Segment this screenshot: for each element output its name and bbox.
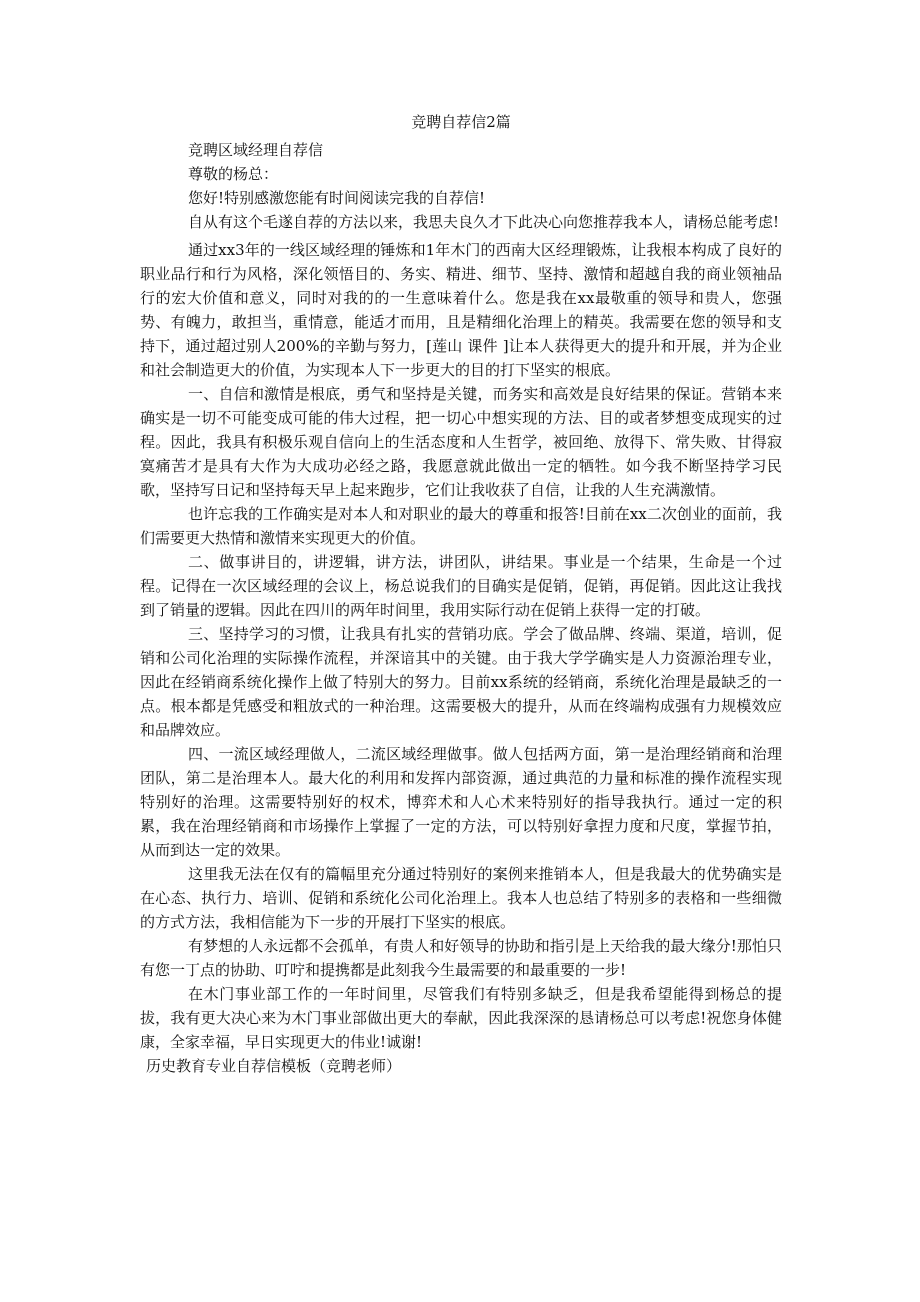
document-page (140, 110, 782, 1078)
paragraph-1: 自从有这个毛遂自荐的方法以来，我思夫良久才下此决心向您推荐我本人，请杨总能考虑! (188, 213, 780, 231)
letter-subtitle: 竞聘区域经理自荐信 (188, 141, 324, 159)
paragraph-9: 有梦想的人永远都不会孤单，有贵人和好领导的协助和指引是上天给我的最大缘分!那怕只有您一丁点的协助、叮咛和提携都是此刻我今生最需要的和最重要的一步! (140, 937, 782, 979)
paragraph-10: 在木门事业部工作的一年时间里，尽管我们有特别多缺乏，但是我希望能得到杨总的提拔，我有更大决心来为木门事业部做出更大的奉献，因此我深深的恳请杨总可以考虑!祝您身体健康，全家幸福，早日实现更大的伟业!诚谢! (140, 985, 782, 1051)
paragraph-4: 也许忘我的工作确实是对本人和对职业的最大的尊重和报答!目前在xx二次创业的面前，我们需要更大热情和激情来实现更大的价值。 (140, 505, 782, 547)
paragraph-8: 这里我无法在仅有的篇幅里充分通过特别好的案例来推销本人，但是我最大的优势确实是在心态、执行力、培训、促销和系统化公司化治理上。我本人也总结了特别多的表格和一些细微的方式方法，我相信能为下一步的开展打下坚实的根底。 (140, 865, 782, 931)
next-letter-title: 历史教育专业自荐信模板（竞聘老师） (146, 1057, 402, 1075)
paragraph-5: 二、做事讲目的，讲逻辑，讲方法，讲团队，讲结果。事业是一个结果，生命是一个过程。记得在一次区域经理的会议上，杨总说我们的目确实是促销，促销，再促销。因此这让我找到了销量的逻辑。因此在四川的两年时间里，我用实际行动在促销上获得一定的打破。 (140, 553, 782, 619)
paragraph-2: 通过xx3年的一线区域经理的锤炼和1年木门的西南大区经理锻炼，让我根本构成了良好的职业品行和行为风格，深化领悟目的、务实、精进、细节、坚持、激情和超越自我的商业领袖品行的宏大价值和意义，同时对我的的一生意味着什么。您是我在xx最敬重的领导和贵人，您强势、有魄力，敢担当，重情意，能适才而用，且是精细化治理上的精英。我需要在您的领导和支持下，通过超过别人200%的辛勤与努力，[莲山 课件 ]让本人获得更大的提升和开展，并为企业和社会制造更大的价值，为实现本人下一步更大的目的打下坚实的根底。 (140, 241, 782, 379)
paragraph-6: 三、坚持学习的习惯，让我具有扎实的营销功底。学会了做品牌、终端、渠道，培训，促销和公司化治理的实际操作流程，并深谙其中的关键。由于我大学学确实是人力资源治理专业，因此在经销商系统化操作上做了特别大的努力。目前xx系统的经销商，系统化治理是最缺乏的一点。根本都是凭感受和粗放式的一种治理。这需要极大的提升，从而在终端构成强有力规模效应和品牌效应。 (140, 625, 782, 739)
paragraph-7: 四、一流区域经理做人，二流区域经理做事。做人包括两方面，第一是治理经销商和治理团队，第二是治理本人。最大化的利用和发挥内部资源，通过典范的力量和标准的操作流程实现特别好的治理。这需要特别好的权术，博弈术和人心术来特别好的指导我执行。通过一定的积累，我在治理经销商和市场操作上掌握了一定的方法，可以特别好拿捏力度和尺度，掌握节拍，从而到达一定的效果。 (140, 745, 782, 859)
document-title: 竞聘自荐信2篇 (411, 113, 511, 131)
paragraph-3: 一、自信和激情是根底，勇气和坚持是关键，而务实和高效是良好结果的保证。营销本来确实是一切不可能变成可能的伟大过程，把一切心中想实现的方法、目的或者梦想变成现实的过程。因此，我具有积极乐观自信向上的生活态度和人生哲学，被回绝、放得下、常失败、甘得寂寞痛苦才是具有大作为大成功必经之路，我愿意就此做出一定的牺牲。如今我不断坚持学习民歌，坚持写日记和坚持每天早上起来跑步，它们让我收获了自信，让我的人生充满激情。 (140, 385, 782, 499)
salutation: 尊敬的杨总： (188, 165, 279, 183)
greeting: 您好!特别感激您能有时间阅读完我的自荐信! (188, 189, 486, 207)
